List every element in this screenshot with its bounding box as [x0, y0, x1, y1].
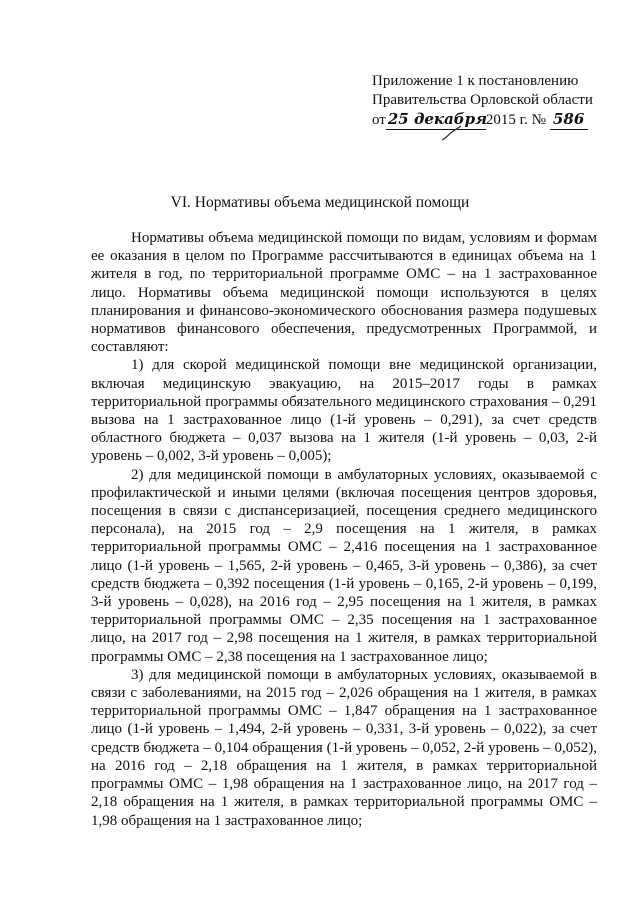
paragraph-item-1: 1) для скорой медицинской помощи вне медицинской организации, включая медицинскую эвакуацию, на 2015–2017 годы в рамках территориальной программы обязательного медицинского страхования – 0,291 вызова на 1 застрахованное лицо (1-й уровень – 0,291), за счет средств областного бюджета – 0,037 вызова на 1 жителя (1-й уровень – 0,03, 2-й уровень – 0,002, 3-й уровень – 0,005);: [91, 357, 597, 465]
pen-stroke-mark: [440, 124, 464, 144]
section-title: VI. Нормативы объема медицинской помощи: [170, 194, 470, 211]
paragraph-intro: Нормативы объема медицинской помощи по видам, условиям и формам ее оказания в целом по Программе рассчитываются в единицах объема на 1 жителя в год, по территориальной программе ОМС – на 1 застрахованное лицо. Нормативы объема медицинской помощи используются в целях планирования и финансово-экономического обоснования размера подушевых нормативов финансового обеспечения, предусмотренных Программой, и составляют:: [91, 230, 597, 356]
paragraph-item-2: 2) для медицинской помощи в амбулаторных условиях, оказываемой с профилактической и иными целями (включая посещения центров здоровья, посещения в связи с диспансеризацией, посещения среднего медицинского персонала), на 2015 год – 2,9 посещения на 1 жителя, в рамках территориальной программы ОМС – 2,416 посещения на 1 застрахованное лицо (1-й уровень – 1,565, 2-й уровень – 0,465, 3-й уровень – 0,386), за счет средств бюджета – 0,392 посещения (1-й уровень – 0,165, 2-й уровень – 0,199, 3-й уровень – 0,028), на 2016 год – 2,95 посещения на 1 жителя, в рамках территориальной программы ОМС – 2,35 посещения на 1 застрахованное лицо, на 2017 год – 2,98 посещения на 1 жителя, в рамках территориальной программы ОМС – 2,38 посещения на 1 застрахованное лицо;: [91, 466, 597, 665]
appendix-date-line: [372, 110, 622, 130]
date-year: 2015 г. №: [485, 112, 546, 128]
appendix-header: [372, 72, 622, 130]
date-prefix: от: [372, 112, 386, 128]
appendix-line-1: Приложение 1 к постановлению: [372, 73, 579, 89]
handwritten-date: 25 декабря: [387, 110, 488, 128]
handwritten-number: 586: [550, 110, 588, 130]
appendix-line-2: Правительства Орловской области: [372, 92, 593, 108]
document-body: [91, 229, 597, 830]
paragraph-item-3: 3) для медицинской помощи в амбулаторных условиях, оказываемой в связи с заболеваниями, на 2015 год – 2,026 обращения на 1 жителя, в рамках территориальной программы ОМС – 1,847 обращения на 1 застрахованное лицо (1-й уровень – 1,494, 2-й уровень – 0,331, 3-й уровень – 0,022), за счет средств бюджета – 0,104 обращения (1-й уровень – 0,052, 2-й уровень – 0,052), на 2016 год – 2,18 обращения на 1 жителя, в рамках территориальной программы ОМС – 1,98 обращения на 1 застрахованное лицо, на 2017 год – 2,18 обращения на 1 жителя, в рамках территориальной программы ОМС – 1,98 обращения на 1 застрахованное лицо;: [91, 666, 597, 829]
